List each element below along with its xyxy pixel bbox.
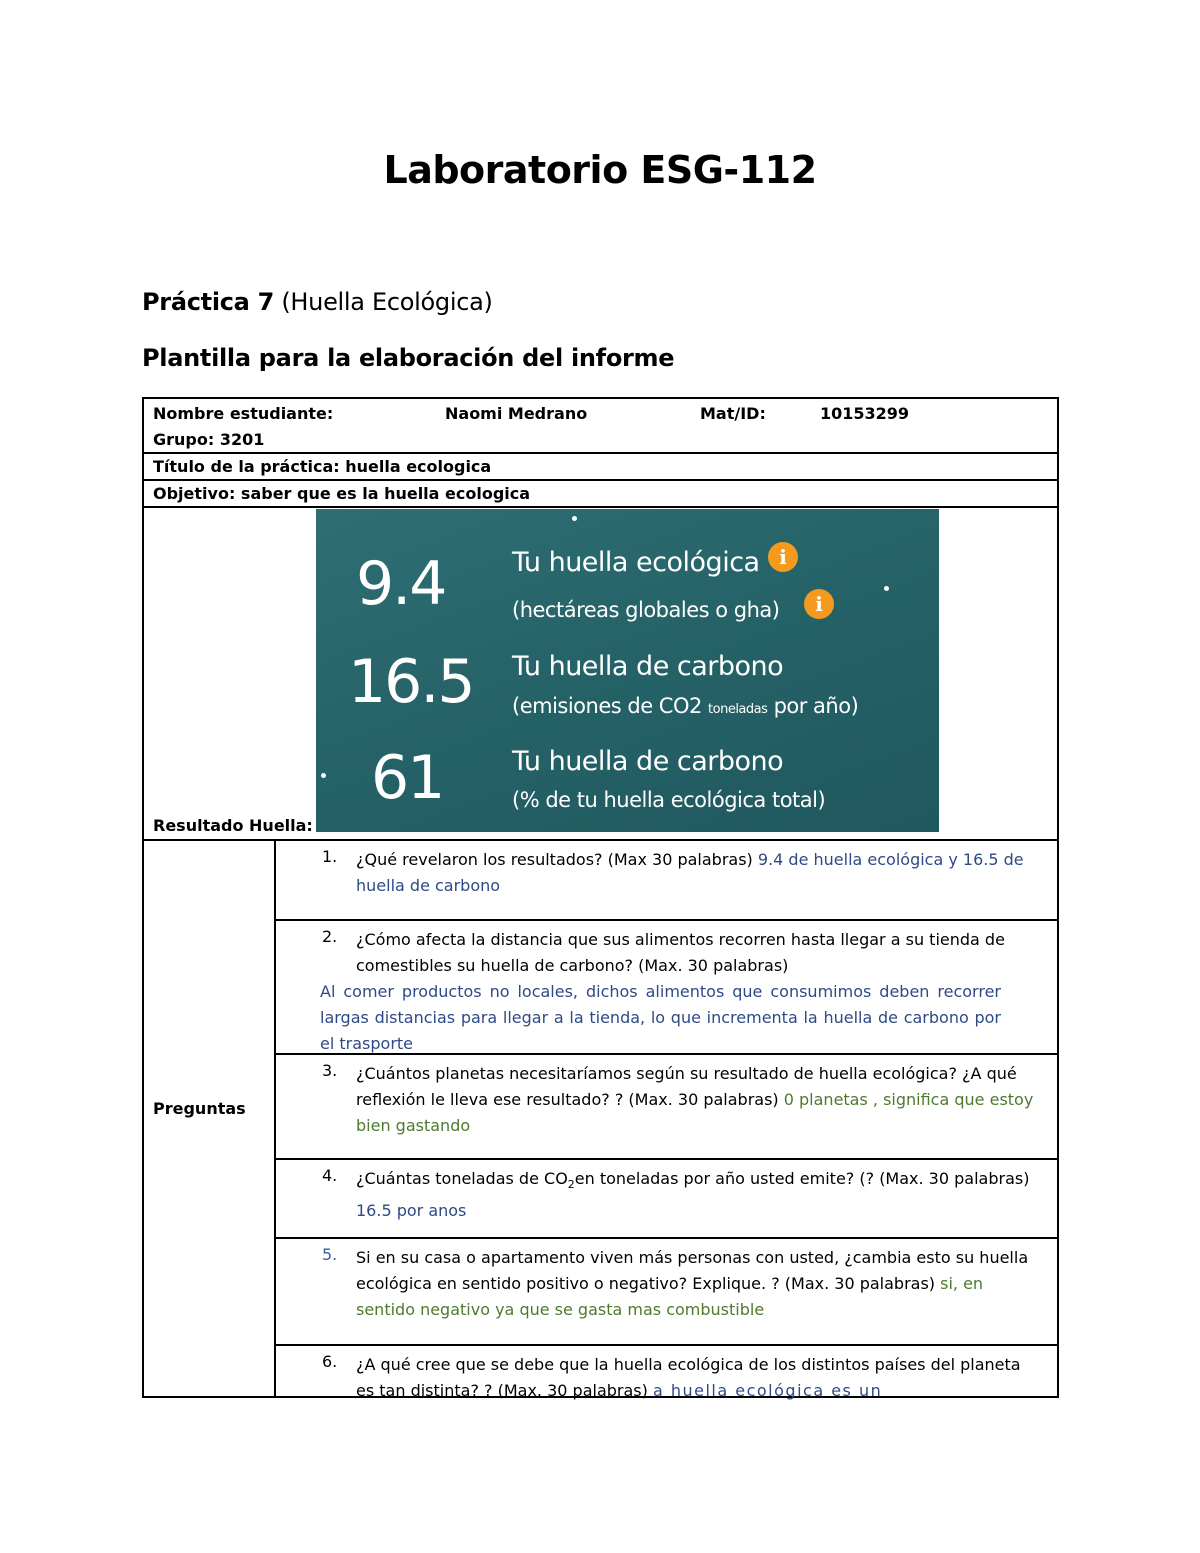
co2-subscript: 2 — [567, 1178, 575, 1192]
question-prompt: ¿Cómo afecta la distancia que sus alimentos recorren hasta llegar a su tienda de comestibles su huella de carbono? (Max. 30 palabras) — [356, 930, 1005, 975]
question-prompt: ¿Qué revelaron los resultados? (Max 30 palabras) — [356, 850, 758, 869]
info-icon[interactable]: i — [768, 542, 798, 572]
question-prompt: ¿A qué cree que se debe que la huella ecológica de los distintos países del planeta es tan distinta? ? (Max. 30 palabras) — [356, 1355, 1021, 1400]
question-number: 6. — [322, 1352, 338, 1371]
carbon-unit-part: por año) — [767, 694, 859, 718]
student-name: Naomi Medrano — [445, 404, 588, 423]
result-label: Resultado Huella: — [153, 816, 313, 835]
question-answer: 16.5 por anos — [356, 1201, 467, 1221]
question-text — [356, 1352, 1043, 1404]
practice-heading — [142, 288, 493, 316]
question-number: 3. — [322, 1061, 338, 1080]
question-answer: a huella ecológica es un — [652, 1381, 883, 1400]
eco-footprint-title: Tu huella ecológica — [512, 547, 760, 578]
star-dot — [572, 516, 577, 521]
practice-topic: (Huella Ecológica) — [274, 288, 493, 316]
carbon-footprint-title: Tu huella de carbono — [512, 651, 784, 682]
title-row — [144, 454, 1057, 481]
student-id-label: Mat/ID: — [700, 404, 766, 423]
objective-row — [144, 481, 1057, 508]
question-item — [274, 1055, 1057, 1160]
carbon-percent-value: 61 — [371, 743, 444, 813]
document-title: Laboratorio ESG-112 — [383, 148, 817, 192]
question-item — [274, 921, 1057, 1055]
info-icon[interactable]: i — [804, 589, 834, 619]
student-name-label: Nombre estudiante: — [153, 404, 334, 423]
question-text — [356, 1245, 1043, 1323]
question-number: 2. — [322, 927, 338, 946]
footprint-result-image — [316, 509, 939, 832]
question-answer: 9.4 de huella ecológica y 16.5 de huella de carbono — [356, 850, 1024, 895]
question-item — [274, 1346, 1057, 1398]
questions-label: Preguntas — [153, 1099, 246, 1118]
question-number: 1. — [322, 847, 338, 866]
template-heading: Plantilla para la elaboración del informe — [142, 344, 675, 372]
question-text — [356, 1166, 1043, 1224]
carbon-unit-small: toneladas — [708, 702, 768, 717]
star-dot — [884, 586, 889, 591]
question-item — [274, 841, 1057, 921]
question-item — [274, 1239, 1057, 1346]
question-answer: si, en sentido negativo ya que se gasta mas combustible — [356, 1274, 984, 1319]
practice-number: Práctica 7 — [142, 288, 275, 316]
star-dot — [321, 773, 326, 778]
practice-objective: Objetivo: saber que es la huella ecologica — [153, 484, 531, 503]
question-item — [274, 1160, 1057, 1239]
student-group: Grupo: 3201 — [153, 430, 265, 449]
carbon-unit-part: (emisiones de CO2 — [512, 694, 709, 718]
practice-title: Título de la práctica: huella ecologica — [153, 457, 492, 476]
eco-footprint-value: 9.4 — [356, 549, 446, 619]
question-prompt: ¿Cuántos planetas necesitaríamos según su resultado de huella ecológica? ¿A qué reflexión le lleva ese resultado? ? (Max. 30 palabras) — [356, 1064, 1017, 1109]
question-text — [356, 847, 1043, 899]
questions-block — [144, 841, 1057, 1400]
question-number: 4. — [322, 1166, 338, 1185]
carbon-percent-unit: (% de tu huella ecológica total) — [512, 788, 826, 812]
question-answer: 0 planetas , significa que estoy bien gastando — [356, 1090, 1034, 1135]
eco-footprint-unit: (hectáreas globales o gha) — [512, 598, 780, 622]
carbon-percent-title: Tu huella de carbono — [512, 746, 784, 777]
question-text — [356, 1061, 1043, 1139]
student-id: 10153299 — [820, 404, 910, 423]
question-number: 5. — [322, 1245, 338, 1264]
carbon-footprint-unit — [512, 694, 858, 718]
question-prompt: ¿Cuántas toneladas de CO — [356, 1169, 568, 1188]
student-row — [144, 399, 1057, 454]
carbon-footprint-value: 16.5 — [348, 647, 474, 717]
question-answer: Al comer productos no locales, dichos alimentos que consumimos deben recorrer largas distancias para llegar a la tienda, lo que incrementa la huella de carbono por el trasporte — [320, 982, 1001, 1053]
question-prompt: en toneladas por año usted emite? (? (Max. 30 palabras) — [574, 1169, 1030, 1188]
question-prompt: Si en su casa o apartamento viven más personas con usted, ¿cambia esto su huella ecológica en sentido positivo o negativo? Explique. ? (Max. 30 palabras) — [356, 1248, 1029, 1293]
report-table — [142, 397, 1059, 1398]
